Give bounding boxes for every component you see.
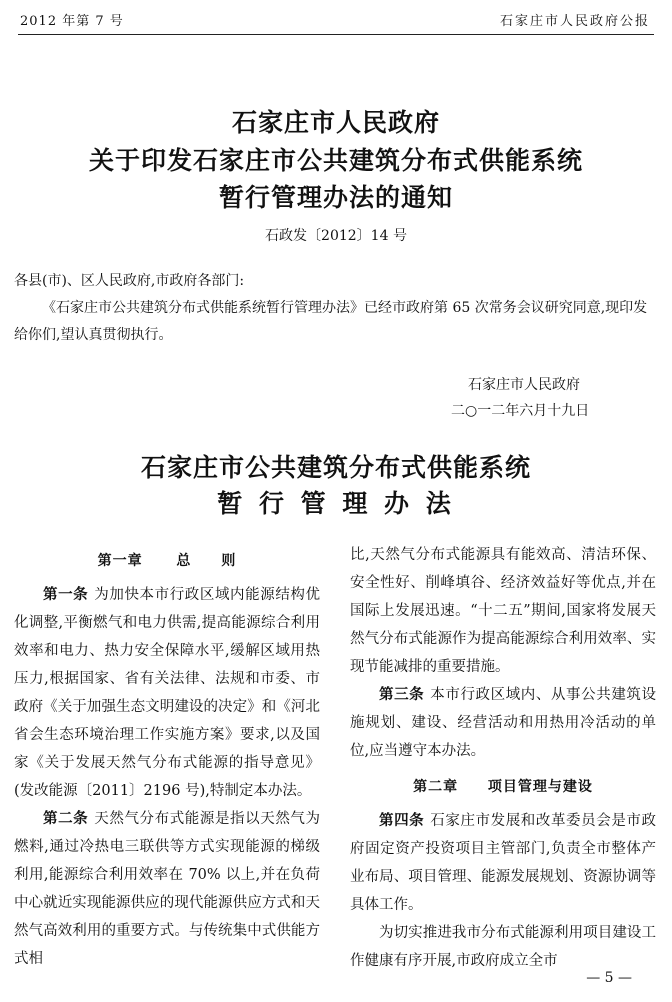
article-1-text: 为加快本市行政区域内能源结构优化调整,平衡燃气和电力供需,提高能源综合利用效率和电力、热力安全保障水平,缓解区域用热压力,根据国家、省有关法律、法规和市委、市政府《关于加强生态文明建设的决定》和《河北省会生态环境治理工作实施方案》要求,以及国家《关于发展天然气分布式能源的指导意见》(发改能源〔2011〕2196 号),特制定本办法。	[14, 587, 320, 799]
chapter-1-number: 第一章	[97, 553, 143, 569]
article-4-label: 第四条	[379, 812, 425, 829]
page-header-left: 2012 年第 7 号	[20, 14, 124, 29]
signing-date: 二○一二年六月十九日	[451, 403, 590, 419]
article-4-continued: 为切实推进我市分布式能源利用项目建设工作健康有序开展,市政府成立全市	[350, 925, 656, 969]
left-column	[14, 545, 320, 973]
chapter-2-heading	[350, 773, 656, 801]
document-number: 石政发〔2012〕14 号	[265, 228, 407, 244]
notice-body	[14, 268, 654, 349]
article-3	[350, 681, 656, 765]
chapter-1-name: 总 则	[176, 553, 237, 569]
article-2-label: 第二条	[43, 810, 89, 827]
chapter-2-number: 第二章	[413, 779, 459, 795]
page-number: — 5 —	[586, 970, 632, 986]
article-2-text: 天然气分布式能源是指以天然气为燃料,通过冷热电三联供等方式实现能源的梯级利用,能源综合利用效率在 70% 以上,并在负荷中心就近实现能源供应的现代能源供应方式和天然气高效利用的重要方式。与传统集中式供能方式相	[14, 811, 320, 967]
notice-title-line-1: 石家庄市人民政府	[231, 108, 440, 137]
chapter-2-name: 项目管理与建设	[487, 779, 593, 795]
page-header-right: 石家庄市人民政府公报	[499, 14, 650, 29]
article-3-label: 第三条	[379, 686, 425, 703]
measures-title-line-1: 石家庄市公共建筑分布式供能系统	[140, 453, 531, 482]
article-4	[350, 807, 656, 919]
signer: 石家庄市人民政府	[468, 377, 580, 393]
article-4-text: 石家庄市发展和改革委员会是市政府固定资产投资项目主管部门,负责全市整体产业布局、项目管理、能源发展规划、资源协调等具体工作。	[350, 813, 656, 913]
addressee: 各县(市)、区人民政府,市政府各部门:	[14, 273, 245, 289]
article-3-text: 本市行政区域内、从事公共建筑设施规划、建设、经营活动和用热用冷活动的单位,应当遵守本办法。	[350, 687, 656, 759]
article-1	[14, 581, 320, 805]
measures-title-line-2: 暂 行 管 理 办 法	[217, 489, 455, 518]
article-2-continued: 比,天然气分布式能源具有能效高、清洁环保、安全性好、削峰填谷、经济效益好等优点,并在国际上发展迅速。“十二五”期间,国家将发展天然气分布式能源作为提高能源综合利用效率、实现节能减排的重要措施。	[350, 547, 656, 675]
chapter-1-heading	[14, 547, 320, 575]
notice-paragraph: 《石家庄市公共建筑分布式供能系统暂行管理办法》已经市政府第 65 次常务会议研究同意,现印发给你们,望认真贯彻执行。	[14, 300, 648, 343]
article-2	[14, 805, 320, 973]
notice-title-line-2: 关于印发石家庄市公共建筑分布式供能系统	[88, 146, 583, 175]
article-1-label: 第一条	[43, 586, 89, 603]
notice-title-line-3: 暂行管理办法的通知	[218, 183, 453, 212]
header-rule	[18, 34, 654, 35]
right-column	[350, 541, 656, 975]
